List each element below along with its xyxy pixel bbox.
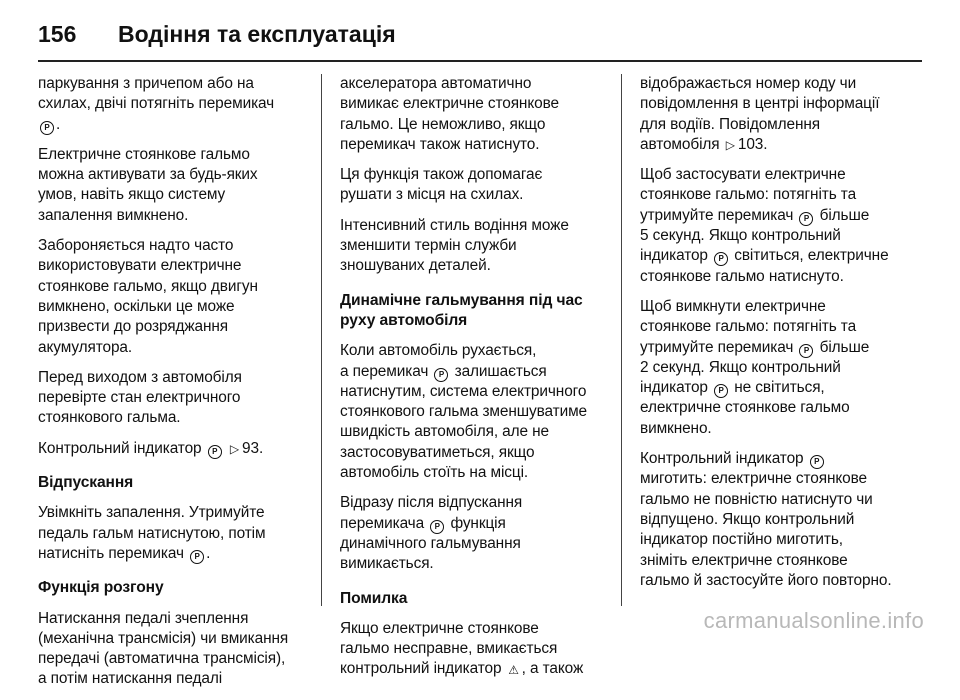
parking-brake-icon: P bbox=[434, 368, 448, 382]
paragraph: Коли автомобіль рухається, а перемикач P залишається натиснутим, система електричного стоянкового гальма зменшуватиме швидкість автомобіля, але не застосовуватиметься, якщо автомобіль стоїть на місці. bbox=[340, 342, 588, 482]
parking-brake-icon: P bbox=[799, 212, 813, 226]
paragraph: Відразу після відпускання перемикача P функція динамічного гальмування вимикається. bbox=[340, 494, 523, 573]
watermark: carmanualsonline.info bbox=[703, 608, 924, 633]
paragraph: Щоб вимкнути електричне стоянкове гальмо: потягніть та утримуйте перемикач P більше 2 секунд. Якщо контрольний індикатор P не світиться, електричне стоянкове гальмо вимкнено. bbox=[640, 297, 870, 437]
paragraph: Контрольний індикатор P ▷ 93. bbox=[38, 439, 264, 457]
paragraph: Якщо електричне стоянкове гальмо несправне, вмикається контрольний індикатор ⚠ , а також bbox=[340, 619, 584, 678]
paragraph: Ця функція також допомагає рушати з місця на схилах. bbox=[340, 166, 543, 204]
paragraph: акселератора автоматично вимикає електричне стоянкове гальмо. Це неможливо, якщо перемикач також натиснуто. bbox=[340, 75, 559, 153]
page-title: Водіння та експлуатація bbox=[118, 20, 396, 47]
page-number: 156 bbox=[38, 20, 77, 47]
paragraph: Щоб застосувати електричне стоянкове гальмо: потягніть та утримуйте перемикач P більше 5 секунд. Якщо контрольний індикатор P світиться, електричне стоянкове гальмо натиснуто. bbox=[640, 166, 889, 285]
parking-brake-icon: P bbox=[430, 520, 444, 534]
column-2 bbox=[340, 74, 616, 690]
ref-arrow-icon: ▷ bbox=[725, 137, 735, 152]
section-heading: Помилка bbox=[340, 589, 408, 607]
page-ref: 93. bbox=[242, 439, 264, 457]
parking-brake-icon: P bbox=[799, 344, 813, 358]
parking-brake-icon: P bbox=[714, 252, 728, 266]
paragraph: Натискання педалі зчеплення (механічна трансмісія) чи вмикання передачі (автоматична трансмісія), а потім натискання педалі bbox=[38, 609, 289, 688]
parking-brake-icon: P bbox=[810, 455, 824, 469]
header-rule bbox=[38, 60, 922, 62]
paragraph: Увімкніть запалення. Утримуйте педаль гальм натиснутою, потім натисніть перемикач P . bbox=[38, 504, 266, 562]
ref-arrow-icon: ▷ bbox=[229, 441, 240, 456]
parking-brake-icon: P bbox=[714, 384, 728, 398]
paragraph: Інтенсивний стиль водіння може зменшити термін служби зношуваних деталей. bbox=[340, 216, 569, 275]
warning-icon: ⚠ bbox=[508, 663, 519, 678]
column-divider bbox=[621, 74, 622, 606]
paragraph: Забороняється надто часто використовувати електричне стоянкове гальмо, якщо двигун вимкнено, оскільки це може призвести до розряджання акумулятора. bbox=[38, 237, 258, 356]
column-1 bbox=[38, 74, 314, 700]
parking-brake-icon: P bbox=[208, 445, 222, 459]
column-3 bbox=[640, 74, 930, 601]
paragraph: паркування з причепом або на схилах, двічі потягніть перемикач P . bbox=[38, 75, 275, 133]
section-heading: Динамічне гальмування під час руху автомобіля bbox=[340, 291, 583, 329]
parking-brake-icon: P bbox=[40, 121, 54, 135]
paragraph: Електричне стоянкове гальмо можна активувати за будь-яких умов, навіть якщо систему запалення вимкнено. bbox=[38, 145, 258, 224]
paragraph: Контрольний індикатор P миготить: електричне стоянкове гальмо не повністю натиснуто чи відпущено. Якщо контрольний індикатор постійно миготить, зніміть електричне стоянкове гальмо й застосуйте його повторно. bbox=[640, 450, 892, 589]
page-ref: 103. bbox=[737, 135, 768, 153]
paragraph: відображається номер коду чи повідомлення в центрі інформації для водіїв. Повідомлення автомобіля ▷ 103. bbox=[640, 75, 880, 153]
section-heading: Функція розгону bbox=[38, 579, 164, 597]
column-divider bbox=[321, 74, 322, 606]
section-heading: Відпускання bbox=[38, 474, 134, 492]
paragraph: Перед виходом з автомобіля перевірте стан електричного стоянкового гальма. bbox=[38, 368, 242, 427]
parking-brake-icon: P bbox=[190, 550, 204, 564]
page-header bbox=[38, 14, 396, 54]
